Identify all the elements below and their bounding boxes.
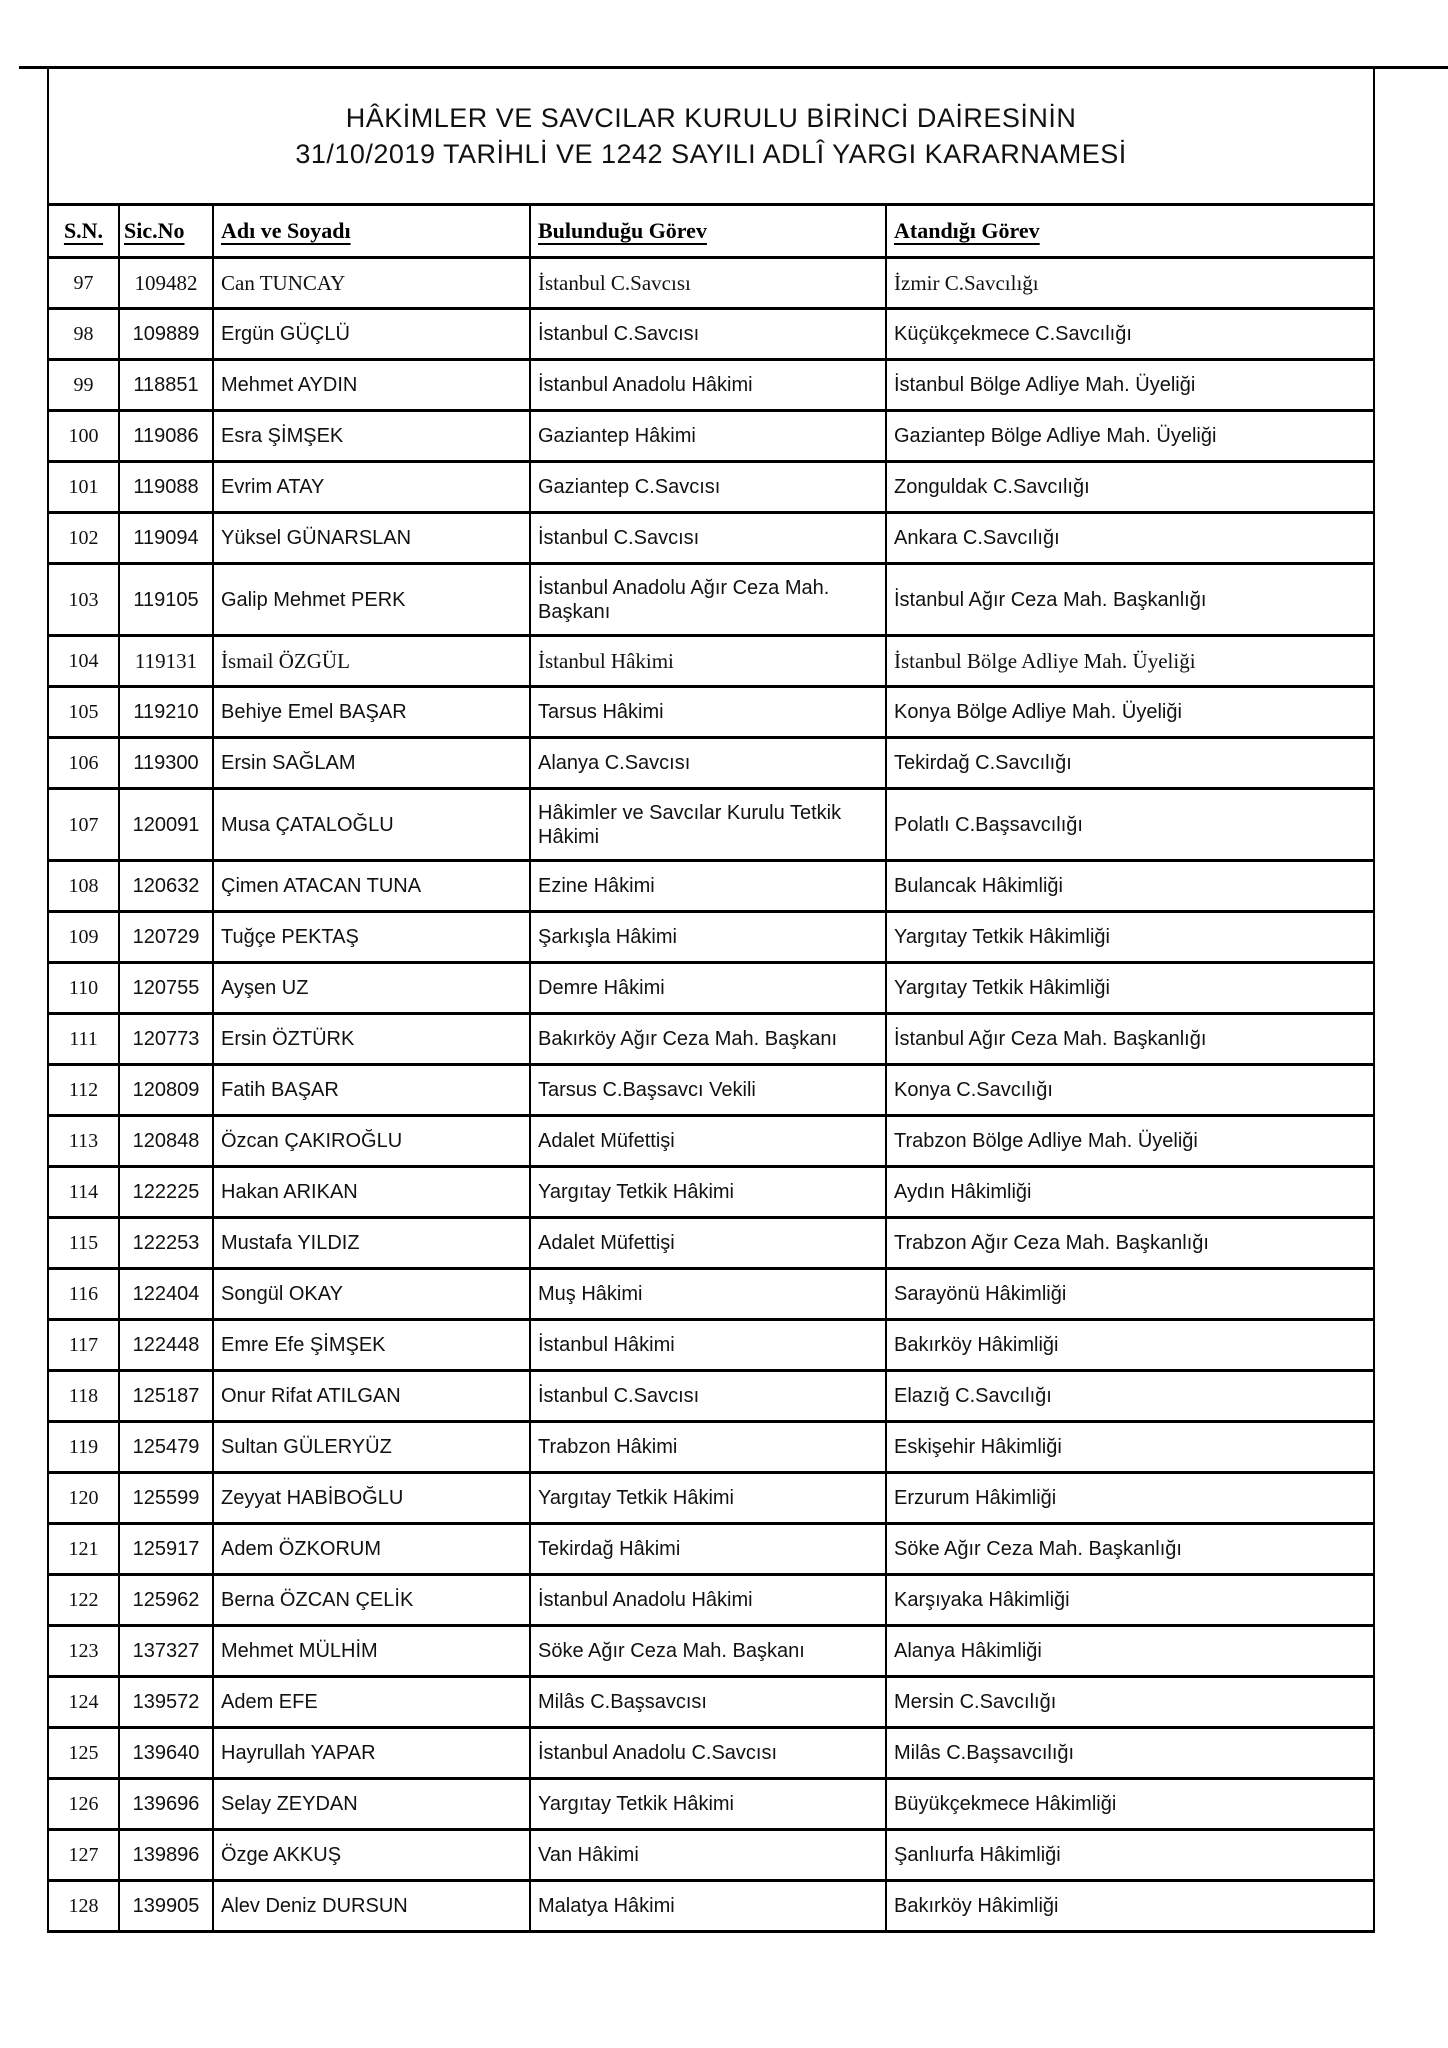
table-cell-sn: 113 bbox=[48, 1116, 119, 1167]
table-cell-sn: 97 bbox=[48, 258, 119, 309]
table-row bbox=[48, 636, 1374, 687]
table-cell-from: İstanbul Anadolu Hâkimi bbox=[530, 360, 886, 411]
table-row bbox=[48, 1320, 1374, 1371]
table-cell-sn: 102 bbox=[48, 513, 119, 564]
table-row bbox=[48, 1830, 1374, 1881]
table-cell-sicno: 122448 bbox=[119, 1320, 213, 1371]
table-cell-to: Aydın Hâkimliği bbox=[886, 1167, 1374, 1218]
table-row bbox=[48, 861, 1374, 912]
table-cell-from: Malatya Hâkimi bbox=[530, 1881, 886, 1932]
table-cell-name: Özge AKKUŞ bbox=[213, 1830, 530, 1881]
title-row bbox=[48, 68, 1374, 205]
table-cell-sn: 107 bbox=[48, 789, 119, 861]
table-cell-to: Yargıtay Tetkik Hâkimliği bbox=[886, 912, 1374, 963]
table-cell-sn: 105 bbox=[48, 687, 119, 738]
table-cell-name: Mehmet MÜLHİM bbox=[213, 1626, 530, 1677]
decree-table bbox=[47, 66, 1375, 1933]
table-cell-sicno: 139572 bbox=[119, 1677, 213, 1728]
table-cell-to: Ankara C.Savcılığı bbox=[886, 513, 1374, 564]
table-cell-sn: 106 bbox=[48, 738, 119, 789]
table-cell-from: Yargıtay Tetkik Hâkimi bbox=[530, 1167, 886, 1218]
table-cell-sn: 108 bbox=[48, 861, 119, 912]
table-row bbox=[48, 513, 1374, 564]
table-cell-sicno: 125917 bbox=[119, 1524, 213, 1575]
table-row bbox=[48, 789, 1374, 861]
table-cell-sn: 121 bbox=[48, 1524, 119, 1575]
column-header-to: Atandığı Görev bbox=[886, 205, 1374, 258]
table-cell-from: Demre Hâkimi bbox=[530, 963, 886, 1014]
table-row bbox=[48, 1626, 1374, 1677]
table-row bbox=[48, 1371, 1374, 1422]
table-cell-from: Yargıtay Tetkik Hâkimi bbox=[530, 1473, 886, 1524]
table-cell-sicno: 137327 bbox=[119, 1626, 213, 1677]
table-cell-name: Songül OKAY bbox=[213, 1269, 530, 1320]
table-header-row bbox=[48, 205, 1374, 258]
table-cell-sn: 99 bbox=[48, 360, 119, 411]
table-cell-from: Van Hâkimi bbox=[530, 1830, 886, 1881]
table-cell-name: Adem ÖZKORUM bbox=[213, 1524, 530, 1575]
table-cell-from: İstanbul C.Savcısı bbox=[530, 258, 886, 309]
table-row bbox=[48, 258, 1374, 309]
table-cell-sn: 123 bbox=[48, 1626, 119, 1677]
table-cell-sn: 118 bbox=[48, 1371, 119, 1422]
table-row bbox=[48, 309, 1374, 360]
table-cell-to: Konya Bölge Adliye Mah. Üyeliği bbox=[886, 687, 1374, 738]
table-row bbox=[48, 564, 1374, 636]
table-cell-name: Berna ÖZCAN ÇELİK bbox=[213, 1575, 530, 1626]
table-cell-sicno: 109889 bbox=[119, 309, 213, 360]
table-cell-sicno: 119105 bbox=[119, 564, 213, 636]
table-cell-name: Esra ŞİMŞEK bbox=[213, 411, 530, 462]
table-cell-sicno: 120848 bbox=[119, 1116, 213, 1167]
table-cell-sn: 125 bbox=[48, 1728, 119, 1779]
table-cell-from: İstanbul Anadolu Ağır Ceza Mah. Başkanı bbox=[530, 564, 886, 636]
table-cell-to: Mersin C.Savcılığı bbox=[886, 1677, 1374, 1728]
table-cell-sicno: 122253 bbox=[119, 1218, 213, 1269]
table-cell-sicno: 120755 bbox=[119, 963, 213, 1014]
table-cell-from: İstanbul Anadolu C.Savcısı bbox=[530, 1728, 886, 1779]
table-row bbox=[48, 912, 1374, 963]
table-body bbox=[48, 68, 1374, 1932]
table-row bbox=[48, 1473, 1374, 1524]
table-row bbox=[48, 1728, 1374, 1779]
table-cell-to: Konya C.Savcılığı bbox=[886, 1065, 1374, 1116]
table-cell-to: Söke Ağır Ceza Mah. Başkanlığı bbox=[886, 1524, 1374, 1575]
table-cell-to: İzmir C.Savcılığı bbox=[886, 258, 1374, 309]
table-cell-sn: 117 bbox=[48, 1320, 119, 1371]
table-cell-name: Musa ÇATALOĞLU bbox=[213, 789, 530, 861]
table-cell-sicno: 125187 bbox=[119, 1371, 213, 1422]
table-cell-to: Zonguldak C.Savcılığı bbox=[886, 462, 1374, 513]
table-cell-to: Alanya Hâkimliği bbox=[886, 1626, 1374, 1677]
table-cell-name: Can TUNCAY bbox=[213, 258, 530, 309]
table-row bbox=[48, 1677, 1374, 1728]
table-row bbox=[48, 1779, 1374, 1830]
table-cell-sicno: 122225 bbox=[119, 1167, 213, 1218]
table-cell-sn: 109 bbox=[48, 912, 119, 963]
table-row bbox=[48, 738, 1374, 789]
table-cell-to: Tekirdağ C.Savcılığı bbox=[886, 738, 1374, 789]
table-row bbox=[48, 1575, 1374, 1626]
table-cell-sn: 98 bbox=[48, 309, 119, 360]
table-cell-sicno: 125479 bbox=[119, 1422, 213, 1473]
table-cell-sicno: 109482 bbox=[119, 258, 213, 309]
table-cell-name: Hayrullah YAPAR bbox=[213, 1728, 530, 1779]
table-row bbox=[48, 963, 1374, 1014]
table-cell-sicno: 125599 bbox=[119, 1473, 213, 1524]
table-row bbox=[48, 1524, 1374, 1575]
table-cell-name: Ersin ÖZTÜRK bbox=[213, 1014, 530, 1065]
table-cell-sn: 100 bbox=[48, 411, 119, 462]
table-row bbox=[48, 411, 1374, 462]
table-row bbox=[48, 1014, 1374, 1065]
table-cell-to: Karşıyaka Hâkimliği bbox=[886, 1575, 1374, 1626]
column-header-sicno: Sic.No bbox=[119, 205, 213, 258]
table-cell-from: Söke Ağır Ceza Mah. Başkanı bbox=[530, 1626, 886, 1677]
table-cell-to: İstanbul Bölge Adliye Mah. Üyeliği bbox=[886, 360, 1374, 411]
table-cell-name: Sultan GÜLERYÜZ bbox=[213, 1422, 530, 1473]
table-cell-name: Ergün GÜÇLÜ bbox=[213, 309, 530, 360]
table-cell-to: Eskişehir Hâkimliği bbox=[886, 1422, 1374, 1473]
table-cell-from: Tarsus C.Başsavcı Vekili bbox=[530, 1065, 886, 1116]
table-cell-name: Mustafa YILDIZ bbox=[213, 1218, 530, 1269]
table-cell-name: Fatih BAŞAR bbox=[213, 1065, 530, 1116]
table-cell-sicno: 139896 bbox=[119, 1830, 213, 1881]
table-cell-to: Polatlı C.Başsavcılığı bbox=[886, 789, 1374, 861]
table-cell-from: İstanbul C.Savcısı bbox=[530, 1371, 886, 1422]
table-cell-to: Bakırköy Hâkimliği bbox=[886, 1881, 1374, 1932]
table-row bbox=[48, 1422, 1374, 1473]
table-cell-sn: 128 bbox=[48, 1881, 119, 1932]
table-cell-from: İstanbul Hâkimi bbox=[530, 1320, 886, 1371]
table-cell-sn: 119 bbox=[48, 1422, 119, 1473]
table-cell-name: Galip Mehmet PERK bbox=[213, 564, 530, 636]
table-row bbox=[48, 1167, 1374, 1218]
table-cell-sicno: 120809 bbox=[119, 1065, 213, 1116]
table-cell-to: Trabzon Bölge Adliye Mah. Üyeliği bbox=[886, 1116, 1374, 1167]
table-cell-name: Emre Efe ŞİMŞEK bbox=[213, 1320, 530, 1371]
table-cell-sicno: 120091 bbox=[119, 789, 213, 861]
table-cell-from: Gaziantep C.Savcısı bbox=[530, 462, 886, 513]
column-header-from: Bulunduğu Görev bbox=[530, 205, 886, 258]
table-cell-from: Ezine Hâkimi bbox=[530, 861, 886, 912]
table-cell-from: Yargıtay Tetkik Hâkimi bbox=[530, 1779, 886, 1830]
table-cell-name: Hakan ARIKAN bbox=[213, 1167, 530, 1218]
table-cell-from: İstanbul C.Savcısı bbox=[530, 513, 886, 564]
table-cell-sn: 101 bbox=[48, 462, 119, 513]
table-row bbox=[48, 1269, 1374, 1320]
table-cell-from: Hâkimler ve Savcılar Kurulu Tetkik Hâkimi bbox=[530, 789, 886, 861]
table-row bbox=[48, 1065, 1374, 1116]
table-cell-to: Bulancak Hâkimliği bbox=[886, 861, 1374, 912]
table-cell-sicno: 122404 bbox=[119, 1269, 213, 1320]
table-cell-sicno: 119088 bbox=[119, 462, 213, 513]
table-cell-name: Onur Rifat ATILGAN bbox=[213, 1371, 530, 1422]
table-cell-sicno: 119300 bbox=[119, 738, 213, 789]
table-cell-from: Bakırköy Ağır Ceza Mah. Başkanı bbox=[530, 1014, 886, 1065]
table-cell-sicno: 139640 bbox=[119, 1728, 213, 1779]
table-cell-name: Yüksel GÜNARSLAN bbox=[213, 513, 530, 564]
table-cell-to: Küçükçekmece C.Savcılığı bbox=[886, 309, 1374, 360]
table-cell-sicno: 119131 bbox=[119, 636, 213, 687]
table-cell-name: Selay ZEYDAN bbox=[213, 1779, 530, 1830]
table-cell-from: Tekirdağ Hâkimi bbox=[530, 1524, 886, 1575]
table-cell-to: Milâs C.Başsavcılığı bbox=[886, 1728, 1374, 1779]
document-title bbox=[48, 68, 1374, 205]
table-cell-name: İsmail ÖZGÜL bbox=[213, 636, 530, 687]
table-cell-sn: 124 bbox=[48, 1677, 119, 1728]
table-cell-from: İstanbul Hâkimi bbox=[530, 636, 886, 687]
table-cell-to: Elazığ C.Savcılığı bbox=[886, 1371, 1374, 1422]
table-cell-sicno: 119086 bbox=[119, 411, 213, 462]
table-row bbox=[48, 360, 1374, 411]
table-cell-name: Ersin SAĞLAM bbox=[213, 738, 530, 789]
table-cell-to: İstanbul Bölge Adliye Mah. Üyeliği bbox=[886, 636, 1374, 687]
table-cell-sn: 126 bbox=[48, 1779, 119, 1830]
table-row bbox=[48, 687, 1374, 738]
column-header-sn: S.N. bbox=[48, 205, 119, 258]
table-cell-sn: 116 bbox=[48, 1269, 119, 1320]
table-cell-to: Trabzon Ağır Ceza Mah. Başkanlığı bbox=[886, 1218, 1374, 1269]
table-cell-from: Adalet Müfettişi bbox=[530, 1218, 886, 1269]
table-row bbox=[48, 1116, 1374, 1167]
table-cell-to: İstanbul Ağır Ceza Mah. Başkanlığı bbox=[886, 1014, 1374, 1065]
table-cell-sicno: 120632 bbox=[119, 861, 213, 912]
table-cell-sn: 114 bbox=[48, 1167, 119, 1218]
table-cell-sn: 110 bbox=[48, 963, 119, 1014]
table-row bbox=[48, 1881, 1374, 1932]
table-cell-sicno: 139905 bbox=[119, 1881, 213, 1932]
table-cell-to: İstanbul Ağır Ceza Mah. Başkanlığı bbox=[886, 564, 1374, 636]
table-cell-from: Adalet Müfettişi bbox=[530, 1116, 886, 1167]
table-cell-from: Gaziantep Hâkimi bbox=[530, 411, 886, 462]
table-cell-name: Ayşen UZ bbox=[213, 963, 530, 1014]
table-cell-from: İstanbul Anadolu Hâkimi bbox=[530, 1575, 886, 1626]
table-cell-to: Bakırköy Hâkimliği bbox=[886, 1320, 1374, 1371]
table-cell-sn: 115 bbox=[48, 1218, 119, 1269]
table-cell-name: Mehmet AYDIN bbox=[213, 360, 530, 411]
table-cell-from: Alanya C.Savcısı bbox=[530, 738, 886, 789]
table-cell-from: Tarsus Hâkimi bbox=[530, 687, 886, 738]
table-cell-sicno: 119094 bbox=[119, 513, 213, 564]
table-cell-sn: 111 bbox=[48, 1014, 119, 1065]
table-cell-name: Behiye Emel BAŞAR bbox=[213, 687, 530, 738]
table-cell-sicno: 120729 bbox=[119, 912, 213, 963]
table-row bbox=[48, 462, 1374, 513]
table-cell-to: Sarayönü Hâkimliği bbox=[886, 1269, 1374, 1320]
table-cell-sn: 122 bbox=[48, 1575, 119, 1626]
table-cell-sicno: 119210 bbox=[119, 687, 213, 738]
table-cell-sicno: 120773 bbox=[119, 1014, 213, 1065]
table-cell-name: Adem EFE bbox=[213, 1677, 530, 1728]
table-cell-to: Erzurum Hâkimliği bbox=[886, 1473, 1374, 1524]
table-cell-sn: 103 bbox=[48, 564, 119, 636]
document-title-line1: HÂKİMLER VE SAVCILAR KURULU BİRİNCİ DAİRESİNİN bbox=[345, 103, 1077, 133]
table-cell-from: Şarkışla Hâkimi bbox=[530, 912, 886, 963]
document-title-line2: 31/10/2019 TARİHLİ VE 1242 SAYILI ADLÎ YARGI KARARNAMESİ bbox=[295, 139, 1127, 169]
table-cell-from: Muş Hâkimi bbox=[530, 1269, 886, 1320]
table-cell-sn: 127 bbox=[48, 1830, 119, 1881]
table-cell-sicno: 118851 bbox=[119, 360, 213, 411]
table-cell-name: Tuğçe PEKTAŞ bbox=[213, 912, 530, 963]
table-cell-name: Evrim ATAY bbox=[213, 462, 530, 513]
table-cell-name: Özcan ÇAKIROĞLU bbox=[213, 1116, 530, 1167]
table-cell-to: Büyükçekmece Hâkimliği bbox=[886, 1779, 1374, 1830]
table-cell-name: Çimen ATACAN TUNA bbox=[213, 861, 530, 912]
table-cell-to: Yargıtay Tetkik Hâkimliği bbox=[886, 963, 1374, 1014]
column-header-name: Adı ve Soyadı bbox=[213, 205, 530, 258]
table-cell-to: Şanlıurfa Hâkimliği bbox=[886, 1830, 1374, 1881]
table-cell-to: Gaziantep Bölge Adliye Mah. Üyeliği bbox=[886, 411, 1374, 462]
table-cell-sn: 120 bbox=[48, 1473, 119, 1524]
table-cell-from: İstanbul C.Savcısı bbox=[530, 309, 886, 360]
table-cell-from: Milâs C.Başsavcısı bbox=[530, 1677, 886, 1728]
table-cell-name: Alev Deniz DURSUN bbox=[213, 1881, 530, 1932]
table-cell-sicno: 139696 bbox=[119, 1779, 213, 1830]
table-cell-sn: 112 bbox=[48, 1065, 119, 1116]
table-cell-sn: 104 bbox=[48, 636, 119, 687]
table-cell-name: Zeyyat HABİBOĞLU bbox=[213, 1473, 530, 1524]
table-cell-from: Trabzon Hâkimi bbox=[530, 1422, 886, 1473]
table-cell-sicno: 125962 bbox=[119, 1575, 213, 1626]
table-row bbox=[48, 1218, 1374, 1269]
